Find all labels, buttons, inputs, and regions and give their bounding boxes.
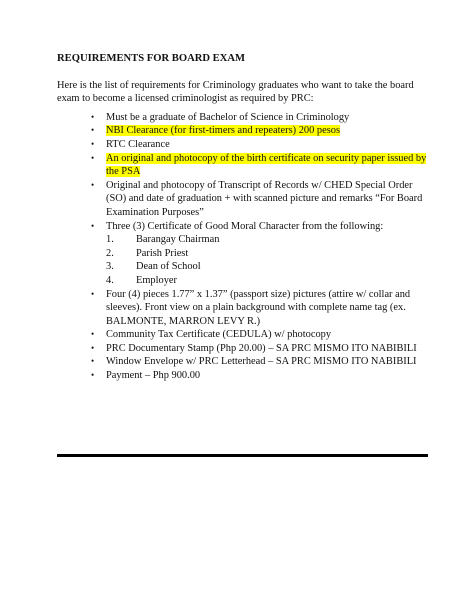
list-item	[106, 247, 429, 261]
highlighted-requirement-label: NBI Clearance (for first-timers and repeaters) 200 pesos	[106, 125, 340, 137]
item-number: 1.	[106, 234, 114, 246]
requirement-label: Original and photocopy of Transcript of Records w/ CHED Special Order (SO) and date of graduation + with scanned picture and remarks “For Board Examination Purposes”	[106, 179, 423, 218]
highlighted-requirement-label: An original and photocopy of the birth certificate on security paper issued by the PSA	[106, 152, 427, 178]
list-item	[57, 124, 429, 138]
bullet-icon: •	[91, 111, 95, 122]
requirement-text	[94, 369, 429, 383]
source-label: Parish Priest	[136, 247, 189, 259]
requirement-text	[94, 220, 429, 288]
requirement-label: Payment – Php 900.00	[106, 370, 201, 382]
requirement-label: RTC Clearance	[106, 138, 170, 150]
list-item	[57, 138, 429, 152]
horizontal-divider	[57, 454, 428, 457]
list-item	[57, 342, 429, 356]
requirement-text	[94, 355, 429, 369]
list-item	[57, 111, 429, 125]
requirement-label: Community Tax Certificate (CEDULA) w/ photocopy	[106, 329, 332, 341]
bullet-icon: •	[91, 220, 95, 231]
bullet-icon: •	[91, 125, 95, 136]
bullet-icon: •	[91, 152, 95, 163]
requirement-text	[94, 288, 429, 329]
moral-character-sources-list	[106, 233, 429, 287]
requirement-text	[94, 152, 429, 179]
list-item	[57, 220, 429, 288]
bullet-icon: •	[91, 342, 95, 353]
source-label: Barangay Chairman	[136, 234, 220, 246]
requirement-text	[94, 179, 429, 220]
requirement-text	[94, 342, 429, 356]
list-item	[57, 152, 429, 179]
list-item	[57, 179, 429, 220]
requirement-text	[94, 138, 429, 152]
requirement-label: Three (3) Certificate of Good Moral Character from the following:	[106, 220, 384, 232]
list-item	[57, 328, 429, 342]
requirements-list	[57, 111, 429, 383]
source-label: Dean of School	[136, 261, 201, 273]
item-number: 2.	[106, 247, 114, 259]
requirement-label: PRC Documentary Stamp (Php 20.00) – SA PRC MISMO ITO NABIBILI	[106, 342, 417, 354]
bullet-icon: •	[91, 370, 95, 381]
list-item	[106, 260, 429, 274]
bullet-icon: •	[91, 356, 95, 367]
document-body	[57, 52, 429, 383]
bullet-icon: •	[91, 138, 95, 149]
bullet-icon: •	[91, 288, 95, 299]
list-item	[57, 355, 429, 369]
intro-paragraph: Here is the list of requirements for Criminology graduates who want to take the board exam to become a licensed criminologist as required by PRC:	[57, 79, 414, 105]
item-number: 4.	[106, 274, 114, 286]
requirement-label: Four (4) pieces 1.77” x 1.37” (passport size) pictures (attire w/ collar and sleeves). Front view on a plain background with complete name tag (ex. BALMONTE, MARRON LEVY R.)	[106, 288, 411, 327]
list-item	[106, 274, 429, 288]
item-number: 3.	[106, 261, 114, 273]
requirement-text	[94, 124, 429, 138]
requirement-label: Window Envelope w/ PRC Letterhead – SA PRC MISMO ITO NABIBILI	[106, 356, 417, 368]
requirement-text	[94, 328, 429, 342]
bullet-icon: •	[91, 329, 95, 340]
list-item	[106, 233, 429, 247]
source-label: Employer	[136, 274, 177, 286]
list-item	[57, 288, 429, 329]
document-title: REQUIREMENTS FOR BOARD EXAM	[57, 53, 246, 64]
list-item	[57, 369, 429, 383]
requirement-label: Must be a graduate of Bachelor of Science in Criminology	[106, 111, 350, 123]
bullet-icon: •	[91, 179, 95, 190]
requirement-text	[94, 111, 429, 125]
